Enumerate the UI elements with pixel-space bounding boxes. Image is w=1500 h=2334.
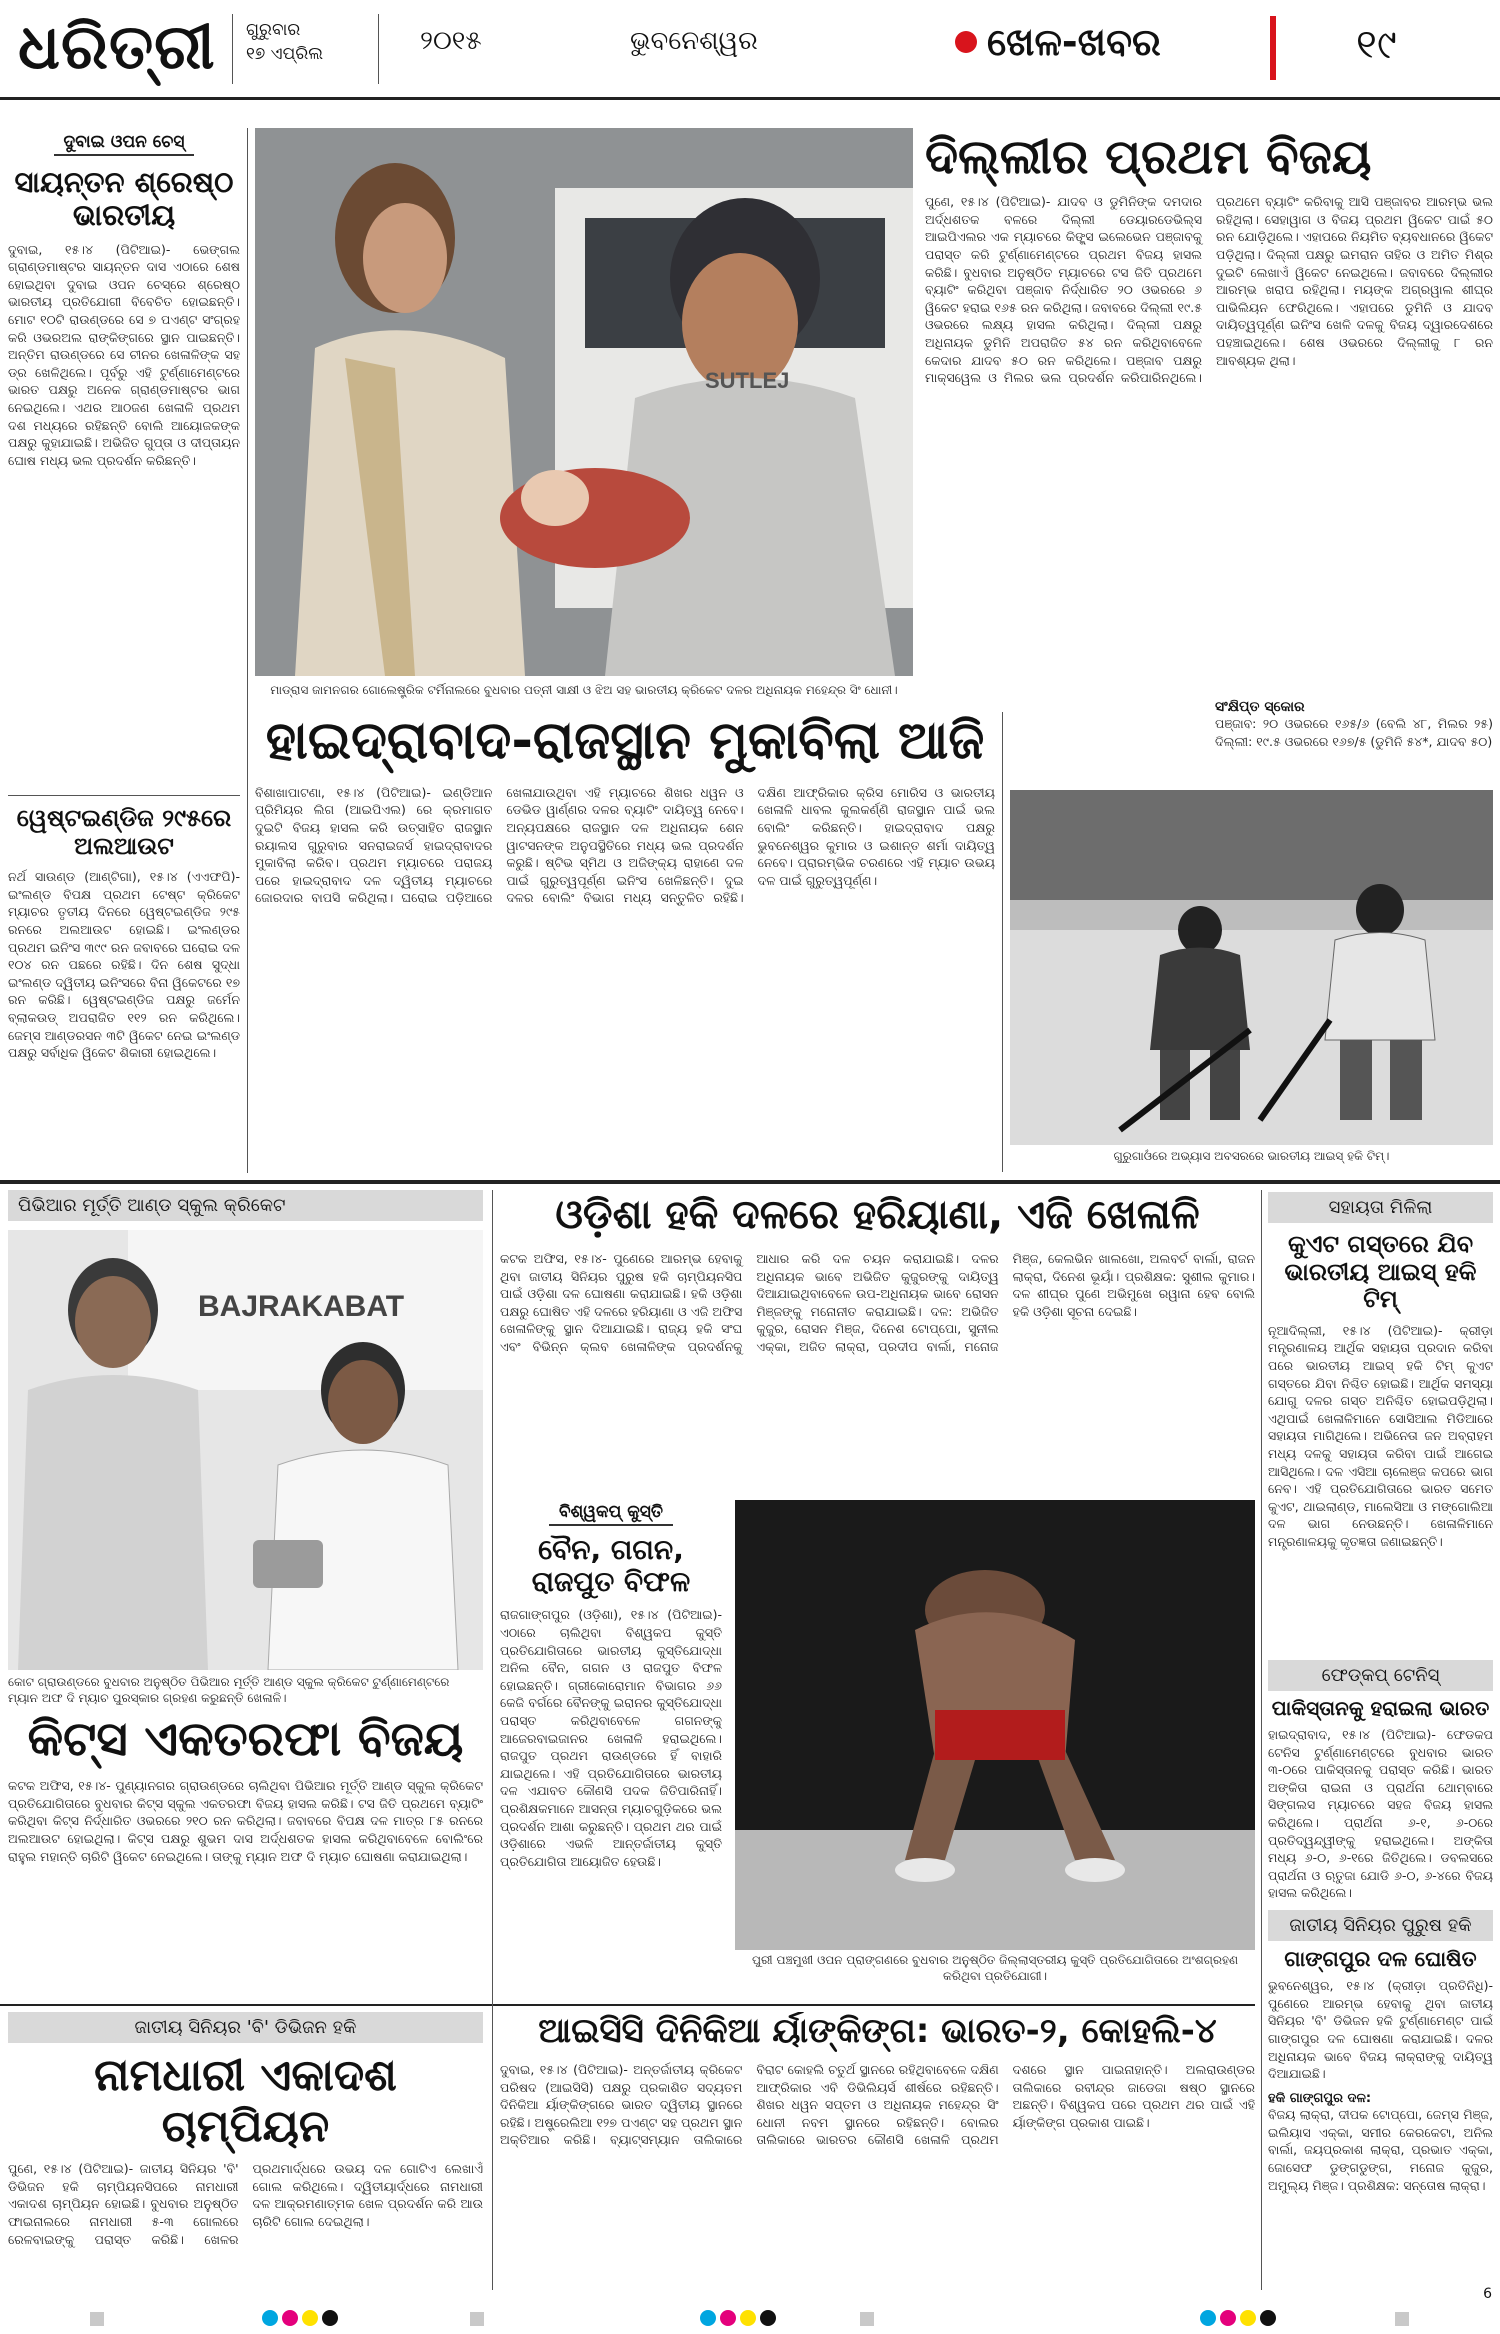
namdhari-body: ପୁଣେ, ୧୫।୪ (ପିଟିଆଇ)- ଜାତୀୟ ସିନିୟର 'ବି' ଡିଭିଜନ ହକି ଚାମ୍ପିୟନସିପରେ ନାମଧାରୀ ଏକାଦଶ ଚାମ୍ପିୟନ ହୋଇଛି। ବୁଧବାର ଅନୁଷ୍ଠିତ ଫାଇନାଲରେ ନାମଧାରୀ ୫-୩ ଗୋଲରେ ରେଳବାଇଙ୍କୁ ପରାସ୍ତ କରିଛି। ଖେଳର ପ୍ରଥମାର୍ଦ୍ଧରେ ଉଭୟ ଦଳ ଗୋଟିଏ ଲେଖାଏଁ ଗୋଲ କରିଥିଲେ। ଦ୍ୱିତୀୟାର୍ଦ୍ଧରେ ନାମଧାରୀ ଦଳ ଆକ୍ରମଣାତ୍ମକ ଖେଳ ପ୍ରଦର୍ଶନ କରି ଆଉ ଚାରିଟି ଗୋଲ ଦେଇଥିଲା। <box>8 2161 483 2247</box>
school-cricket-photo <box>8 1230 483 1670</box>
gangpur-article <box>1268 1910 1493 2290</box>
scorecard-label: ସଂକ୍ଷିପ୍ତ ସ୍କୋର <box>1215 699 1305 716</box>
section-divider <box>0 1180 1500 1184</box>
cyan-dot <box>1200 2310 1216 2326</box>
masthead-divider <box>378 14 379 84</box>
black-dot <box>322 2310 338 2326</box>
ice-hockey-caption: ଗୁରୁଗାଓଁରେ ଅଭ୍ୟାସ ଅବସରରେ ଭାରତୀୟ ଆଇସ୍ ହକି ଟିମ୍। <box>1113 1149 1390 1163</box>
gangpur-team-label: ହକି ଗାଙ୍ଗପୁର ଦଳ: <box>1268 2091 1372 2107</box>
newspaper-logo: ଧରିତ୍ରୀ <box>18 10 216 83</box>
column-rule <box>247 128 248 1173</box>
school-cricket-caption: କୋଟ ଗ୍ରାଉଣ୍ଡରେ ବୁଧବାର ଅନୁଷ୍ଠିତ ପିଭିଆର ମୂର୍ତ୍ତି ଆଣ୍ଡ ସ୍କୁଲ କ୍ରିକେଟ ଟୁର୍ଣ୍ଣାମେଣ୍ଟରେ ମ୍ୟାନ ଅଫ ଦି ମ୍ୟାଚ ପୁରସ୍କାର ଗ୍ରହଣ କରୁଛନ୍ତି ଖେଳାଳି। <box>8 1675 450 1705</box>
magenta-dot <box>1220 2310 1236 2326</box>
column-rule <box>492 1190 493 2290</box>
gangpur-kicker: ଜାତୀୟ ସିନିୟର ପୁରୁଷ ହକି <box>1268 1910 1493 1941</box>
section-title-text: ଖେଳ-ଖବର <box>987 20 1161 64</box>
delhi-article <box>925 130 1493 770</box>
yellow-dot <box>740 2310 756 2326</box>
bottom-divider <box>0 2004 1255 2006</box>
kuwait-article <box>1268 1192 1493 1657</box>
page-mark: 6 <box>1483 2286 1492 2302</box>
black-dot <box>760 2310 776 2326</box>
cyan-dot <box>700 2310 716 2326</box>
delhi-body: ପୁଣେ, ୧୫।୪ (ପିଟିଆଇ)- ଯାଦବ ଓ ଡୁମିନିଙ୍କ ଦମଦାର ଅର୍ଦ୍ଧଶତକ ବଳରେ ଦିଲ୍ଲୀ ଡେୟାରଡେଭିଲ୍ସ ଆଇପିଏଲର ଏକ ମ୍ୟାଚରେ କିଙ୍ଗ୍ସ ଇଲେଭେନ ପଞ୍ଜାବକୁ ପରାସ୍ତ କରି ଟୁର୍ଣ୍ଣାମେଣ୍ଟରେ ପ୍ରଥମ ବିଜୟ ହାସଲ କରିଛି। ବୁଧବାର ଅନୁଷ୍ଠିତ ମ୍ୟାଚରେ ଟସ ଜିତି ପ୍ରଥମେ ବ୍ୟାଟିଂ କରିଥିବା ପଞ୍ଜାବ ନିର୍ଦ୍ଧାରିତ ୨୦ ଓଭରରେ ୬ ୱିକେଟ ହରାଇ ୧୬୫ ରନ କରିଥିଲା। ଜବାବରେ ଦିଲ୍ଲୀ ୧୯.୫ ଓଭରରେ ଲକ୍ଷ୍ୟ ହାସଲ କରିଥିଲା। ଦିଲ୍ଲୀ ପକ୍ଷରୁ ଅଧିନାୟକ ଡୁମିନି ଅପରାଜିତ ୫୪ ରନ କରିଥିବାବେଳେ କେଦାର ଯାଦବ ୫୦ ରନ କରିଥିଲେ। ପଞ୍ଜାବ ପକ୍ଷରୁ ମାକ୍ସୱେଲ ଓ ମିଲର ଭଲ ପ୍ରଦର୍ଶନ କରିପାରିନଥିଲେ। ପ୍ରଥମେ ବ୍ୟାଟିଂ କରିବାକୁ ଆସି ପଞ୍ଜାବର ଆରମ୍ଭ ଭଲ ରହିଥିଲା। ସେହାୱାଗ ଓ ବିଜୟ ପ୍ରଥମ ୱିକେଟ ପାଇଁ ୫୦ ରନ ଯୋଡ଼ିଥିଲେ। ଏହାପରେ ନିୟମିତ ବ୍ୟବଧାନରେ ୱିକେଟ ପଡ଼ିଥିଲା। ଦିଲ୍ଲୀ ପକ୍ଷରୁ ଇମରାନ ତାହିର ଓ ଅମିତ ମିଶ୍ର ଦୁଇଟି ଲେଖାଏଁ ୱିକେଟ ନେଇଥିଲେ। ଜବାବରେ ଦିଲ୍ଲୀର ଆରମ୍ଭ ଖରାପ ରହିଥିଲା। ମୟଙ୍କ ଅଗ୍ରୱାଲ ଶୀଘ୍ର ପାଭିଲିୟନ ଫେରିଥିଲେ। ଏହାପରେ ଡୁମିନି ଓ ଯାଦବ ଦାୟିତ୍ୱପୂର୍ଣ୍ଣ ଇନିଂସ ଖେଳି ଦଳକୁ ବିଜୟ ଦ୍ୱାରଦେଶରେ ପହଞ୍ଚାଇଥିଲେ। ଶେଷ ଓଭରରେ ଦିଲ୍ଲୀକୁ ୮ ରନ ଆବଶ୍ୟକ ଥିଲା। <box>925 194 1493 386</box>
odisha-hockey-article <box>500 1192 1255 1482</box>
icc-headline: ଆଇସିସି ଦିନିକିଆ ର୍ୟାଙ୍କିଙ୍ଗ: ଭାରତ-୨, କୋହଲି-୪ <box>538 2012 1217 2051</box>
kits-headline: କିଟ୍ସ ଏକତରଫା ବିଜୟ <box>27 1712 464 1767</box>
westindies-article <box>8 805 240 1165</box>
wrestling-article <box>500 1500 722 2000</box>
kits-article <box>8 1712 483 1992</box>
masthead-divider <box>232 14 233 84</box>
masthead <box>0 0 1500 100</box>
year: ୨୦୧୫ <box>420 26 482 56</box>
odisha-hockey-headline: ଓଡ଼ିଶା ହକି ଦଳରେ ହରିୟାଣା, ଏଜି ଖେଳାଳି <box>555 1192 1200 1238</box>
wrestling-caption: ପୁରୀ ପଞ୍ଚମୁଖୀ ଓପନ ପ୍ରାଙ୍ଗଣରେ ବୁଧବାର ଅନୁଷ୍ଠିତ ଜିଲ୍ଲାସ୍ତରୀୟ କୁସ୍ତି ପ୍ରତିଯୋଗିତାରେ ଅଂଶଗ୍ରହଣ କରିଥିବା ପ୍ରତିଯୋଗୀ। <box>751 1953 1239 1983</box>
namdhari-article <box>8 2012 483 2294</box>
scorecard-body: ପଞ୍ଜାବ: ୨୦ ଓଭରରେ ୧୬୫/୬ (ବେଲି ୪୮, ମିଲର ୨୫) ଦିଲ୍ଲୀ: ୧୯.୫ ଓଭରରେ ୧୬୭/୫ (ଡୁମିନି ୫୪*, ଯାଦବ ୫୦) <box>1215 716 1493 749</box>
section-title <box>955 20 1161 65</box>
yellow-dot <box>302 2310 318 2326</box>
wrestling-body: ରାଜଗାଙ୍ଗପୁର (ଓଡ଼ିଶା), ୧୫।୪ (ପିଟିଆଇ)- ଏଠାରେ ଚାଲିଥିବା ବିଶ୍ୱକପ କୁସ୍ତି ପ୍ରତିଯୋଗିତାରେ ଭାରତୀୟ କୁସ୍ତିଯୋଦ୍ଧା ଅନିଲ ବୈନ, ଗଗନ ଓ ରାଜପୁତ ବିଫଳ ହୋଇଛନ୍ତି। ଗ୍ରୀକୋରୋମାନ ବିଭାଗର ୬୬ କେଜି ବର୍ଗରେ ବୈନଙ୍କୁ ଇରାନର କୁସ୍ତିଯୋଦ୍ଧା ପରାସ୍ତ କରିଥିବାବେଳେ ଗଗନଙ୍କୁ ଆଜେରବାଇଜାନର ଖେଳାଳି ହରାଇଥିଲେ। ରାଜପୁତ ପ୍ରଥମ ରାଉଣ୍ଡରେ ହିଁ ବାହାରି ଯାଇଥିଲେ। ଏହି ପ୍ରତିଯୋଗିତାରେ ଭାରତୀୟ ଦଳ ଏଯାବତ କୌଣସି ପଦକ ଜିତିପାରିନାହିଁ। ପ୍ରଶିକ୍ଷକମାନେ ଆସନ୍ତା ମ୍ୟାଚଗୁଡ଼ିକରେ ଭଲ ପ୍ରଦର୍ଶନ ଆଶା କରୁଛନ୍ତି। ପ୍ରଥମ ଥର ପାଇଁ ଓଡ଼ିଶାରେ ଏଭଳି ଆନ୍ତର୍ଜାତୀୟ କୁସ୍ତି ପ୍ରତିଯୋଗିତା ଆୟୋଜିତ ହେଉଛି। <box>500 1607 722 1869</box>
hyderabad-body: ବିଶାଖାପାଟଣା, ୧୫।୪ (ପିଟିଆଇ)- ଇଣ୍ଡିଆନ ପ୍ରିମିୟର ଲିଗ (ଆଇପିଏଲ) ରେ କ୍ରମାଗତ ଦୁଇଟି ବିଜୟ ହାସଲ କରି ଉତ୍ସାହିତ ରାଜସ୍ଥାନ ରୟାଲସ ଗୁରୁବାର ସନରାଇଜର୍ସ ହାଇଦ୍ରାବାଦର ମୁକାବିଲା କରିବ। ପ୍ରଥମ ମ୍ୟାଚରେ ପରାଜୟ ପରେ ହାଇଦ୍ରାବାଦ ଦଳ ଦ୍ୱିତୀୟ ମ୍ୟାଚରେ ଜୋରଦାର ବାପସି କରିଥିଲା। ଘରୋଇ ପଡ଼ିଆରେ ଖେଳାଯାଉଥିବା ଏହି ମ୍ୟାଚରେ ଶିଖର ଧୱନ ଓ ଡେଭିଡ ୱାର୍ଣ୍ଣର ଦଳର ବ୍ୟାଟିଂ ଦାୟିତ୍ୱ ନେବେ। ଅନ୍ୟପକ୍ଷରେ ରାଜସ୍ଥାନ ଦଳ ଅଧିନାୟକ ଶେନ ୱାଟସନଙ୍କ ଅନୁପସ୍ଥିତିରେ ମଧ୍ୟ ଭଲ ପ୍ରଦର୍ଶନ କରୁଛି। ଷ୍ଟିଭ ସ୍ମିଥ ଓ ଅଜିଙ୍କ୍ୟ ରାହାଣେ ଦଳ ପାଇଁ ଗୁରୁତ୍ୱପୂର୍ଣ୍ଣ ଇନିଂସ ଖେଳିଛନ୍ତି। ଦୁଇ ଦଳର ବୋଲିଂ ବିଭାଗ ମଧ୍ୟ ସନ୍ତୁଳିତ ରହିଛି। ଦକ୍ଷିଣ ଆଫ୍ରିକାର କ୍ରିସ ମୋରିସ ଓ ଭାରତୀୟ ଖେଳାଳି ଧାବଲ କୁଲକର୍ଣ୍ଣି ରାଜସ୍ଥାନ ପାଇଁ ଭଲ ବୋଲିଂ କରିଛନ୍ତି। ହାଇଦ୍ରାବାଦ ପକ୍ଷରୁ ଭୁବନେଶ୍ୱର କୁମାର ଓ ଇଶାନ୍ତ ଶର୍ମା ଦାୟିତ୍ୱ ନେବେ। ପ୍ରାରମ୍ଭିକ ଚରଣରେ ଏହି ମ୍ୟାଚ ଉଭୟ ଦଳ ପାଇଁ ଗୁରୁତ୍ୱପୂର୍ଣ୍ଣ। <box>255 784 995 906</box>
column-rule <box>1002 712 1003 1172</box>
wrestling-photo <box>735 1500 1255 1950</box>
kuwait-headline: କୁଏଟ ଗସ୍ତରେ ଯିବ ଭାରତୀୟ ଆଇସ୍ ହକି ଟିମ୍ <box>1284 1230 1477 1314</box>
chess-headline: ସାୟନ୍ତନ ଶ୍ରେଷ୍ଠ ଭାରତୀୟ <box>14 165 234 233</box>
icc-body: ଦୁବାଇ, ୧୫।୪ (ପିଟିଆଇ)- ଅନ୍ତର୍ଜାତୀୟ କ୍ରିକେଟ ପରିଷଦ (ଆଇସିସି) ପକ୍ଷରୁ ପ୍ରକାଶିତ ସଦ୍ୟତମ ଦିନିକିଆ ର୍ୟାଙ୍କିଙ୍ଗରେ ଭାରତ ଦ୍ୱିତୀୟ ସ୍ଥାନରେ ରହିଛି। ଅଷ୍ଟ୍ରେଲିଆ ୧୨୭ ପଏଣ୍ଟ ସହ ପ୍ରଥମ ସ୍ଥାନ ଅକ୍ତିଆର କରିଛି। ବ୍ୟାଟ୍ସମ୍ୟାନ ତାଲିକାରେ ବିରାଟ କୋହଲି ଚତୁର୍ଥ ସ୍ଥାନରେ ରହିଥିବାବେଳେ ଦକ୍ଷିଣ ଆଫ୍ରିକାର ଏବି ଡିଭିଲିୟର୍ସ ଶୀର୍ଷରେ ରହିଛନ୍ତି। ଶିଖର ଧୱନ ସପ୍ତମ ଓ ଅଧିନାୟକ ମହେନ୍ଦ୍ର ସିଂ ଧୋନୀ ନବମ ସ୍ଥାନରେ ରହିଛନ୍ତି। ବୋଲର ତାଲିକାରେ ଭାରତର କୌଣସି ଖେଳାଳି ପ୍ରଥମ ଦଶରେ ସ୍ଥାନ ପାଇନାହାନ୍ତି। ଅଲରାଉଣ୍ଡର ତାଲିକାରେ ରବୀନ୍ଦ୍ର ଜାଡେଜା ଷଷ୍ଠ ସ୍ଥାନରେ ଅଛନ୍ତି। ବିଶ୍ୱକପ ପରେ ପ୍ରଥମ ଥର ପାଇଁ ଏହି ର୍ୟାଙ୍କିଙ୍ଗ ପ୍ରକାଶ ପାଇଛି। <box>500 2062 1255 2148</box>
hyderabad-article <box>255 712 995 1182</box>
bus-lettering: SUTLEJ <box>705 368 790 393</box>
wrestling-headline: ବୈନ, ଗଗନ, ରାଜପୁତ ବିଫଳ <box>531 1533 691 1599</box>
gray-swatch <box>90 2312 104 2326</box>
icc-article <box>500 2012 1255 2294</box>
black-dot <box>1260 2310 1276 2326</box>
dhoni-family-photo <box>255 128 913 676</box>
dhoni-family-illustration <box>255 128 913 676</box>
gangpur-body: ଭୁବନେଶ୍ୱର, ୧୫।୪ (କ୍ରୀଡ଼ା ପ୍ରତିନିଧି)- ପୁଣେରେ ଆରମ୍ଭ ହେବାକୁ ଥିବା ଜାତୀୟ ସିନିୟର 'ବି' ଡିଭିଜନ ହକି ଟୁର୍ଣ୍ଣାମେଣ୍ଟ ପାଇଁ ଗାଙ୍ଗପୁର ଦଳ ଘୋଷଣା କରାଯାଇଛି। ଦଳର ଅଧିନାୟକ ଭାବେ ବିଜୟ ଲାକ୍ରାଙ୍କୁ ଦାୟିତ୍ୱ ଦିଆଯାଇଛି। <box>1268 1978 1493 2082</box>
ice-hockey-illustration <box>1010 790 1493 1145</box>
fedcup-headline: ପାକିସ୍ତାନକୁ ହରାଇଲା ଭାରତ <box>1271 1696 1490 1720</box>
wrestling-kicker: ବିଶ୍ୱକପ୍ କୁସ୍ତି <box>549 1500 673 1526</box>
magenta-dot <box>282 2310 298 2326</box>
weekday: ଗୁରୁବାର <box>246 20 301 40</box>
date: ୧୭ ଏପ୍ରିଲ <box>246 44 324 64</box>
namdhari-kicker: ଜାତୀୟ ସିନିୟର 'ବି' ଡିଭିଜନ ହକି <box>8 2012 483 2043</box>
westindies-body: ନର୍ଥ ସାଉଣ୍ଡ (ଆଣ୍ଟିଗା), ୧୫।୪ (ଏଏଫପି)- ଇଂଲଣ୍ଡ ବିପକ୍ଷ ପ୍ରଥମ ଟେଷ୍ଟ କ୍ରିକେଟ ମ୍ୟାଚର ତୃତୀୟ ଦିନରେ ୱେଷ୍ଟଇଣ୍ଡିଜ ୨୯୫ ରନରେ ଅଲଆଉଟ ହୋଇଛି। ଇଂଲଣ୍ଡର ପ୍ରଥମ ଇନିଂସ ୩୯୯ ରନ ଜବାବରେ ଘରୋଇ ଦଳ ୧୦୪ ରନ ପଛରେ ରହିଛି। ଦିନ ଶେଷ ସୁଦ୍ଧା ଇଂଲଣ୍ଡ ଦ୍ୱିତୀୟ ଇନିଂସରେ ବିନା ୱିକେଟରେ ୧୭ ରନ କରିଛି। ୱେଷ୍ଟଇଣ୍ଡିଜ ପକ୍ଷରୁ ଜର୍ମେନ ବ୍ଲାକଉଡ୍ ଅପରାଜିତ ୧୧୨ ରନ କରିଥିଲେ। ଜେମ୍ସ ଆଣ୍ଡରସନ ୩ଟି ୱିକେଟ ନେଇ ଇଂଲଣ୍ଡ ପକ୍ଷରୁ ସର୍ବାଧିକ ୱିକେଟ ଶିକାରୀ ହୋଇଥିଲେ। <box>8 869 240 1061</box>
delhi-headline: ଦିଲ୍ଲୀର ପ୍ରଥମ ବିଜୟ <box>925 130 1372 185</box>
dhoni-photo-caption: ମାଡ୍ରାସ ଜାମନଗର ଗୋଲେଷ୍ଟ୍ରିକ ଟର୍ମିନାଲରେ ବୁଧବାର ପତ୍ନୀ ସାକ୍ଷୀ ଓ ଝିଅ ସହ ଭାରତୀୟ କ୍ରିକେଟ ଦଳର ଅଧିନାୟକ ମହେନ୍ଦ୍ର ସିଂ ଧୋନୀ। <box>270 683 898 697</box>
kits-body: କଟକ ଅଫିସ, ୧୫।୪- ପୁଣ୍ୟାନଗର ଗ୍ରାଉଣ୍ଡରେ ଚାଲିଥିବା ପିଭିଆର ମୂର୍ତ୍ତି ଆଣ୍ଡ ସ୍କୁଲ କ୍ରିକେଟ ପ୍ରତିଯୋଗିତାରେ ବୁଧବାର କିଟ୍ସ ସ୍କୁଲ ଏକତରଫା ବିଜୟ ହାସଲ କରିଛି। ଟସ ଜିତି ପ୍ରଥମେ ବ୍ୟାଟିଂ କରିଥିବା କିଟ୍ସ ନିର୍ଦ୍ଧାରିତ ଓଭରରେ ୨୧୦ ରନ କରିଥିଲା। ଜବାବରେ ବିପକ୍ଷ ଦଳ ମାତ୍ର ୮୫ ରନରେ ଅଲଆଉଟ ହୋଇଥିଲା। କିଟ୍ସ ପକ୍ଷରୁ ଶୁଭମ ଦାସ ଅର୍ଦ୍ଧଶତକ ହାସଲ କରିଥିବାବେଳେ ବୋଲିଂରେ ରାହୁଲ ମହାନ୍ତି ଚାରିଟି ୱିକେଟ ନେଇଥିଲେ। ତାଙ୍କୁ ମ୍ୟାନ ଅଫ ଦି ମ୍ୟାଚ ଘୋଷଣା କରାଯାଇଥିଲା। <box>8 1778 483 1864</box>
fedcup-article <box>1268 1660 1493 1910</box>
chess-body: ଦୁବାଇ, ୧୫।୪ (ପିଟିଆଇ)- ଭେଙ୍ଗଲ ଗ୍ରାଣ୍ଡମାଷ୍ଟର ସାୟନ୍ତନ ଦାସ ଏଠାରେ ଶେଷ ହୋଇଥିବା ଦୁବାଇ ଓପନ ଚେସ୍ରେ ଶ୍ରେଷ୍ଠ ଭାରତୀୟ ପ୍ରତିଯୋଗୀ ବିବେଚିତ ହୋଇଛନ୍ତି। ମୋଟ ୧୦ଟି ରାଉଣ୍ଡରେ ସେ ୭ ପଏଣ୍ଟ ସଂଗ୍ରହ କରି ଓଭରଅଲ ରାଙ୍କିଙ୍ଗରେ ସ୍ଥାନ ପାଇଛନ୍ତି। ଅନ୍ତିମ ରାଉଣ୍ଡରେ ସେ ଚୀନର ଖେଳାଳିଙ୍କ ସହ ଡ୍ର ଖେଳିଥିଲେ। ପୂର୍ବରୁ ଏହି ଟୁର୍ଣ୍ଣାମେଣ୍ଟରେ ଭାରତ ପକ୍ଷରୁ ଅନେକ ଗ୍ରାଣ୍ଡମାଷ୍ଟର ଭାଗ ନେଇଥିଲେ। ଏଥର ଆଠଜଣ ଖେଳାଳି ପ୍ରଥମ ଦଶ ମଧ୍ୟରେ ରହିଛନ୍ତି ବୋଲି ଆୟୋଜକଙ୍କ ପକ୍ଷରୁ କୁହାଯାଇଛି। ଅଭିଜିତ ଗୁପ୍ତା ଓ ଦୀପ୍ତାୟନ ଘୋଷ ମଧ୍ୟ ଭଲ ପ୍ରଦର୍ଶନ କରିଛନ୍ତି। <box>8 241 240 468</box>
gray-swatch <box>860 2312 874 2326</box>
fedcup-kicker: ଫେଡ୍କପ୍ ଟେନିସ୍ <box>1268 1660 1493 1691</box>
gangpur-headline: ଗାଙ୍ଗପୁର ଦଳ ଘୋଷିତ <box>1284 1947 1477 1971</box>
kuwait-kicker: ସହାୟତା ମିଳିଲା <box>1268 1192 1493 1223</box>
divider <box>8 795 240 796</box>
odisha-hockey-body: କଟକ ଅଫିସ, ୧୫।୪- ପୁଣେରେ ଆରମ୍ଭ ହେବାକୁ ଥିବା ଜାତୀୟ ସିନିୟର ପୁରୁଷ ହକି ଚାମ୍ପିୟନସିପ ପାଇଁ ଓଡ଼ିଶା ଦଳ ଘୋଷଣା କରାଯାଇଛି। ହକି ଓଡ଼ିଶା ପକ୍ଷରୁ ଘୋଷିତ ଏହି ଦଳରେ ହରିୟାଣା ଓ ଏଜି ଅଫିସ ଖେଳାଳିଙ୍କୁ ସ୍ଥାନ ଦିଆଯାଇଛି। ରାଜ୍ୟ ହକି ସଂଘ ଏବଂ ବିଭିନ୍ନ କ୍ଲବ ଖେଳାଳିଙ୍କ ପ୍ରଦର୍ଶନକୁ ଆଧାର କରି ଦଳ ଚୟନ କରାଯାଇଛି। ଦଳର ଅଧିନାୟକ ଭାବେ ଅଭିଜିତ କୁଜୁରଙ୍କୁ ଦାୟିତ୍ୱ ଦିଆଯାଇଥିବାବେଳେ ଉପ-ଅଧିନାୟକ ଭାବେ ରୋସନ ମିଞ୍ଜଙ୍କୁ ମନୋନୀତ କରାଯାଇଛି। ଦଳ: ଅଭିଜିତ କୁଜୁର, ରୋସନ ମିଞ୍ଜ, ଦିନେଶ ଟୋପ୍ପୋ, ସୁନୀଲ ଏକ୍କା, ଅଜିତ ଲାକ୍ରା, ପ୍ରଦୀପ ବାର୍ଲା, ମନୋଜ ମିଞ୍ଜ, କେଲଭିନ ଖାଲଖୋ, ଅଲବର୍ଟ ବାର୍ଲା, ରାଜନ ଲାକ୍ରା, ଦିନେଶ ଭୂୟାଁ। ପ୍ରଶିକ୍ଷକ: ସୁଶୀଲ କୁମାର। ଦଳ ଶୀଘ୍ର ପୁଣେ ଅଭିମୁଖେ ରୱାନା ହେବ ବୋଲି ହକି ଓଡ଼ିଶା ସୂଚନା ଦେଇଛି। <box>500 1251 1255 1354</box>
column-rule <box>1261 1190 1262 2290</box>
ice-hockey-photo <box>1010 790 1493 1145</box>
school-cricket-kicker-wrap <box>8 1190 483 1230</box>
gangpur-team: ବିଜୟ ଲାକ୍ରା, ଦୀପକ ଟୋପ୍ପୋ, ଜେମ୍ସ ମିଞ୍ଜ, ଇଲିୟାସ ଏକ୍କା, ସମୀର କେରକେଟା, ଅନିଲ ବାର୍ଲା, ଜୟପ୍ରକାଶ ଲାକ୍ରା, ପ୍ରଭାତ ଏକ୍କା, ଜୋସେଫ ଡୁଙ୍ଗଡୁଙ୍ଗ, ମନୋଜ କୁଜୁର, ଅମୁଲ୍ୟ ମିଞ୍ଜ। ପ୍ରଶିକ୍ଷକ: ସନ୍ତୋଷ ଲାକ୍ରା। <box>1268 2107 1493 2193</box>
magenta-dot <box>720 2310 736 2326</box>
kuwait-body: ନୂଆଦିଲ୍ଲୀ, ୧୫।୪ (ପିଟିଆଇ)- କ୍ରୀଡ଼ା ମନ୍ତ୍ରଣାଳୟ ଆର୍ଥିକ ସହାୟତା ପ୍ରଦାନ କରିବା ପରେ ଭାରତୀୟ ଆଇସ୍ ହକି ଟିମ୍ କୁଏଟ ଗସ୍ତରେ ଯିବା ନିଶ୍ଚିତ ହୋଇଛି। ଆର୍ଥିକ ସମସ୍ୟା ଯୋଗୁ ଦଳର ଗସ୍ତ ଅନିଶ୍ଚିତ ହୋଇପଡ଼ିଥିଲା। ଏଥିପାଇଁ ଖେଳାଳିମାନେ ସୋସିଆଲ ମିଡିଆରେ ସହାୟତା ମାଗିଥିଲେ। ଅଭିନେତା ଜନ ଅବ୍ରାହମ ମଧ୍ୟ ଦଳକୁ ସହାୟତା କରିବା ପାଇଁ ଆଗେଇ ଆସିଥିଲେ। ଦଳ ଏସିଆ ଚାଲେଞ୍ଜ କପରେ ଭାଗ ନେବ। ଏହି ପ୍ରତିଯୋଗିତାରେ ଭାରତ ସମେତ କୁଏଟ, ଥାଇଲାଣ୍ଡ, ମାଲେସିଆ ଓ ମଙ୍ଗୋଲିଆ ଦଳ ଭାଗ ନେଉଛନ୍ତି। ଖେଳାଳିମାନେ ମନ୍ତ୍ରଣାଳୟକୁ କୃତଜ୍ଞତା ଜଣାଇଛନ୍ତି। <box>1268 1322 1493 1549</box>
fedcup-body: ହାଇଦ୍ରାବାଦ, ୧୫।୪ (ପିଟିଆଇ)- ଫେଡକପ ଟେନିସ ଟୁର୍ଣ୍ଣାମେଣ୍ଟରେ ବୁଧବାର ଭାରତ ୩-୦ରେ ପାକିସ୍ତାନକୁ ପରାସ୍ତ କରିଛି। ଭାରତ ଅଙ୍କିତା ରାଇନା ଓ ପ୍ରାର୍ଥନା ଥୋମ୍ବାରେ ସିଙ୍ଗଲସ ମ୍ୟାଚରେ ସହଜ ବିଜୟ ହାସଲ କରିଥିଲେ। ପ୍ରାର୍ଥନା ୬-୧, ୬-୦ରେ ପ୍ରତିଦ୍ୱନ୍ଦ୍ୱୀଙ୍କୁ ହରାଇଥିଲେ। ଅଙ୍କିତା ମଧ୍ୟ ୬-୦, ୬-୧ରେ ଜିତିଥିଲେ। ଡବଲସରେ ପ୍ରାର୍ଥନା ଓ ଋତୁଜା ଯୋଡି ୬-୦, ୬-୪ରେ ବିଜୟ ହାସଲ କରିଥିଲେ। <box>1268 1727 1493 1901</box>
gray-swatch <box>470 2312 484 2326</box>
print-registration-bar <box>0 2286 1500 2334</box>
chess-kicker: ଦୁବାଇ ଓପନ ଚେସ୍ <box>54 130 195 156</box>
gray-swatch <box>1395 2312 1409 2326</box>
chess-article <box>8 130 240 790</box>
cyan-dot <box>262 2310 278 2326</box>
namdhari-headline: ନାମଧାରୀ ଏକାଦଶ ଚାମ୍ପିୟନ <box>94 2050 397 2152</box>
banner-lettering: BAJRAKABAT <box>198 1290 405 1323</box>
play-dot-icon <box>955 31 977 53</box>
hyderabad-headline: ହାଇଦ୍ରାବାଦ-ରାଜସ୍ଥାନ ମୁକାବିଲା ଆଜି <box>265 712 985 771</box>
yellow-dot <box>1240 2310 1256 2326</box>
city: ଭୁବନେଶ୍ୱର <box>630 26 758 56</box>
masthead-date <box>246 18 323 66</box>
westindies-headline: ୱେଷ୍ଟଇଣ୍ଡିଜ ୨୯୫ରେ ଅଲଆଉଟ <box>16 805 232 860</box>
school-cricket-kicker: ପିଭିଆର ମୂର୍ତ୍ତି ଆଣ୍ଡ ସ୍କୁଲ କ୍ରିକେଟ <box>8 1190 483 1221</box>
page-number: ୧୯ <box>1270 16 1490 80</box>
wrestling-illustration <box>735 1500 1255 1950</box>
